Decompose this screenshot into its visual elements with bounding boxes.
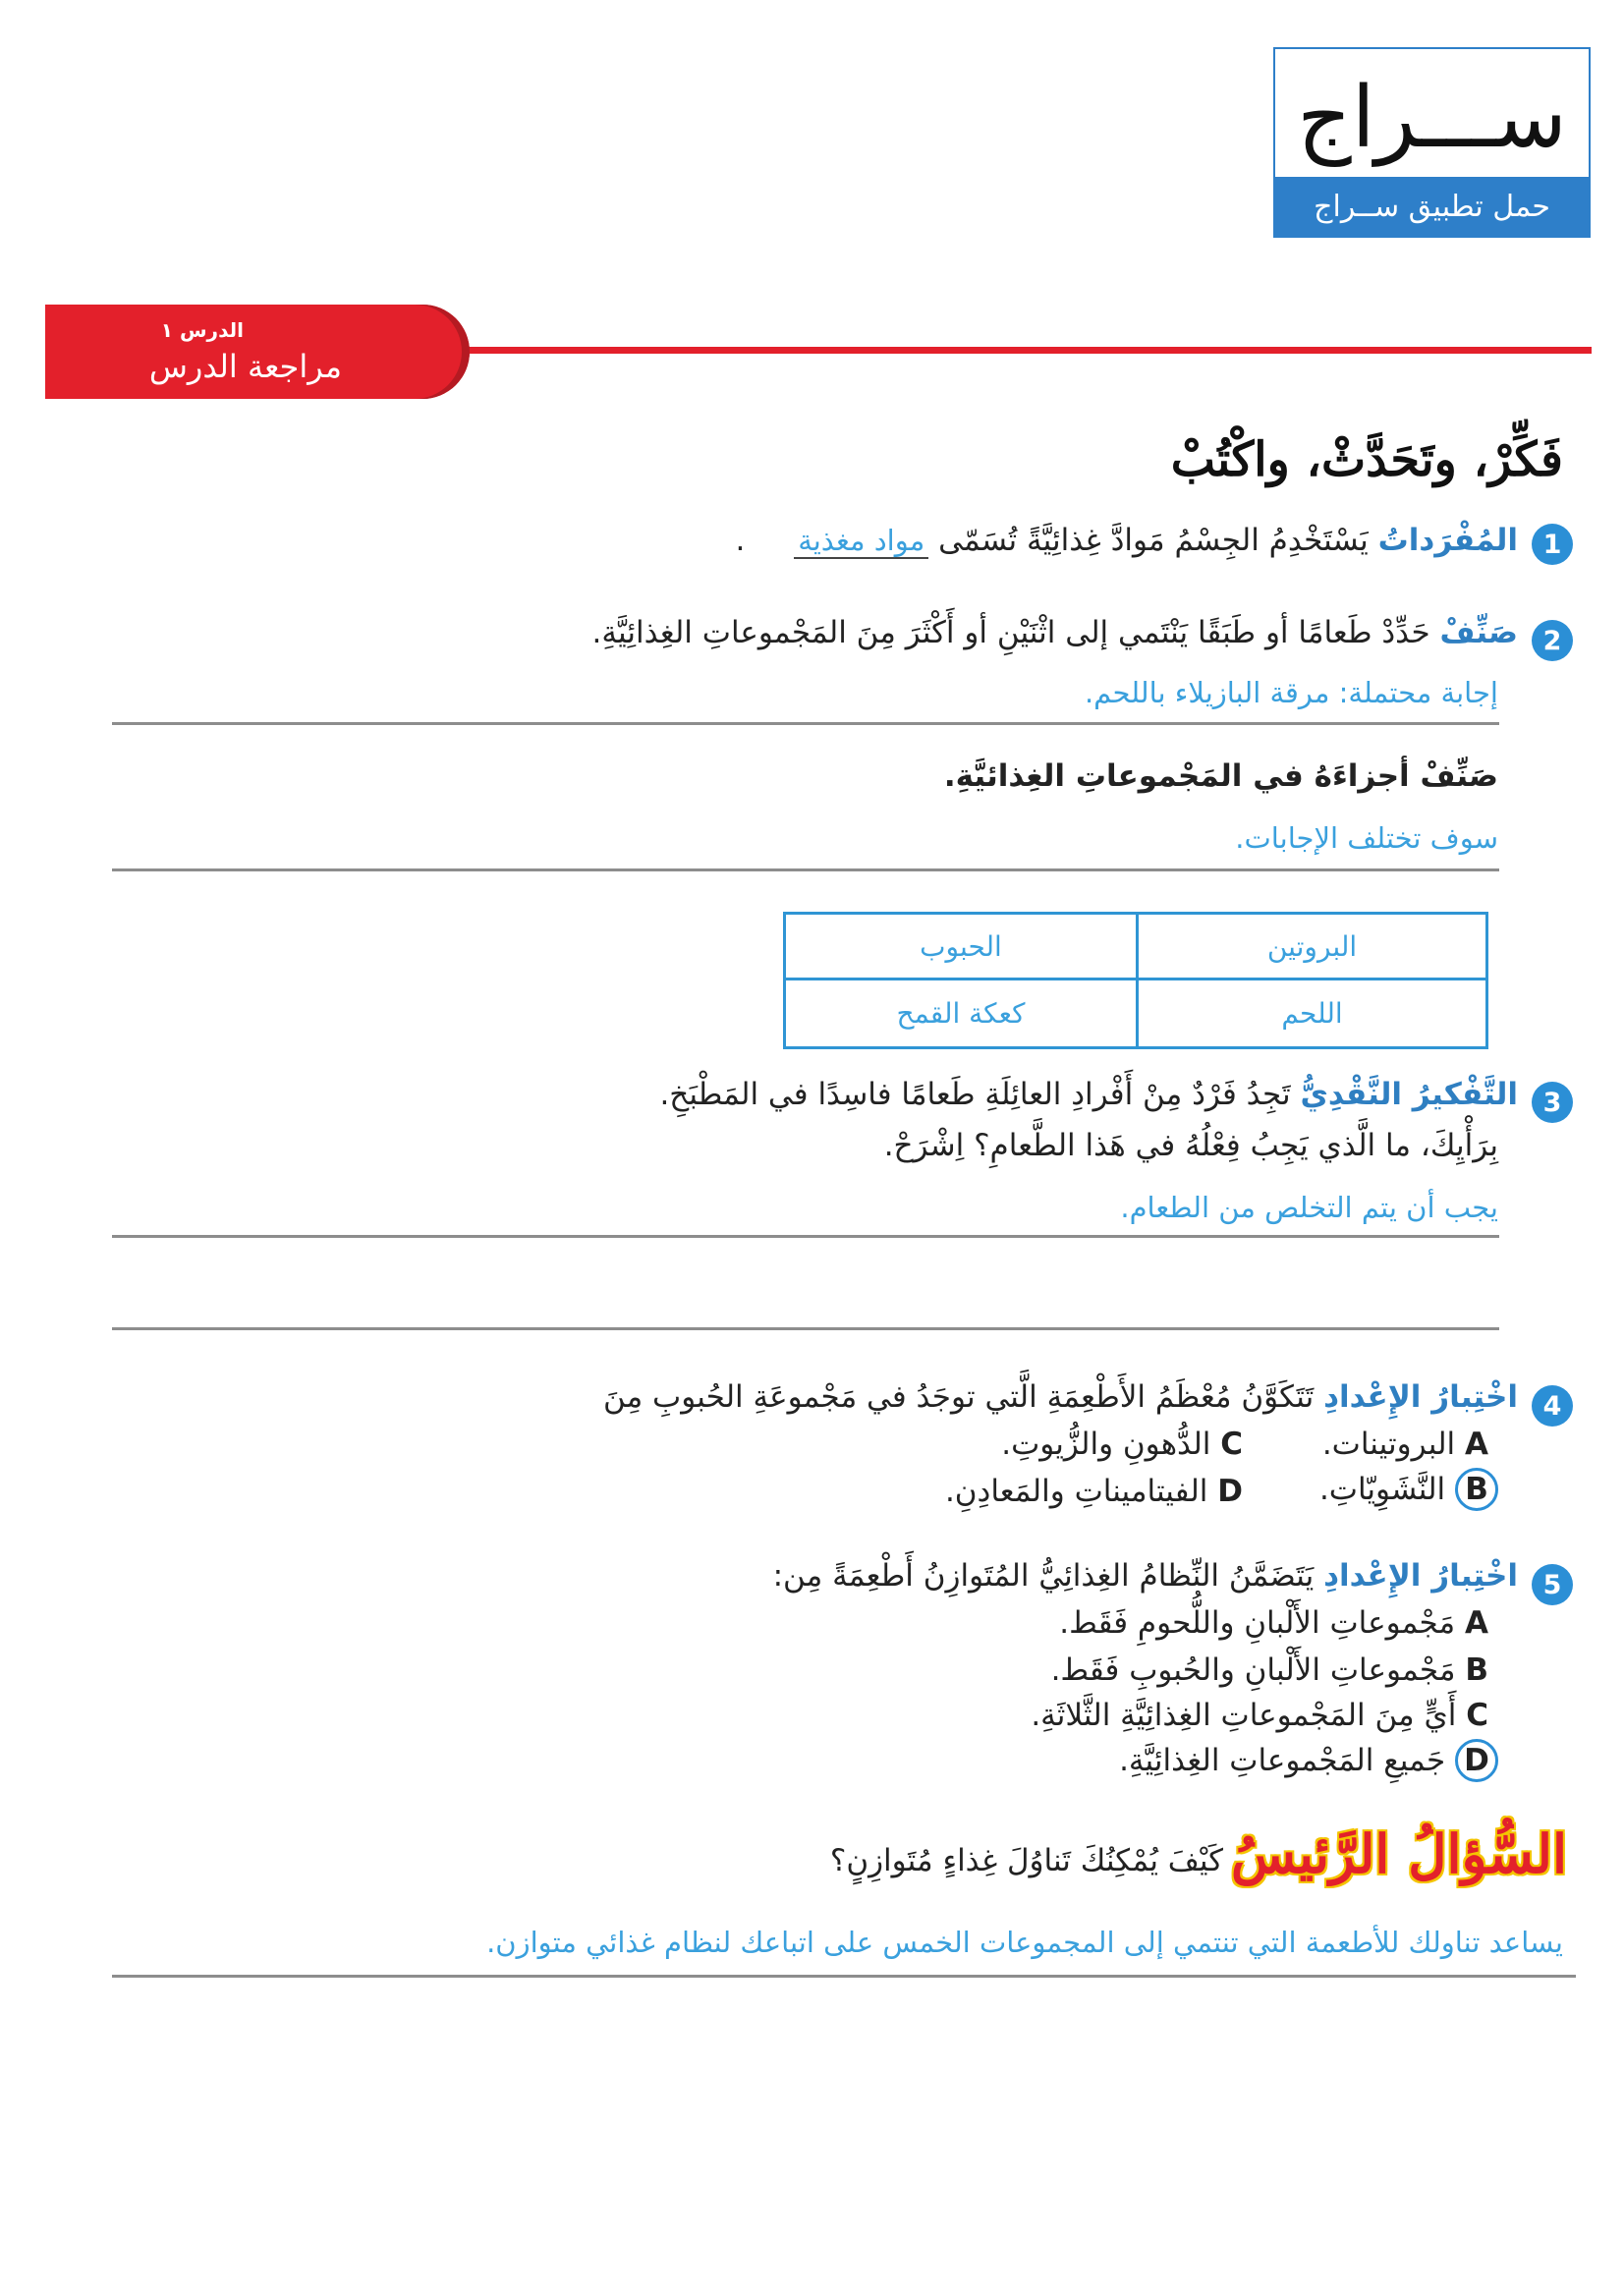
q5-text: يَتَضَمَّنُ النِّظامُ الغِذائِيُّ المُتَوازِنُ أَطْعِمَةً مِن: bbox=[772, 1558, 1315, 1594]
question-number-1: 1 bbox=[1532, 524, 1573, 565]
q4-option-b-selected[interactable] bbox=[1319, 1468, 1498, 1511]
q2-answer: إجابة محتملة: مرقة البازيلاء باللحم. bbox=[1084, 676, 1498, 709]
q1-answer: مواد مغذية bbox=[794, 524, 928, 559]
selected-answer-circle: D bbox=[1455, 1739, 1498, 1782]
q5-option-a[interactable] bbox=[1059, 1605, 1488, 1641]
question-5 bbox=[773, 1558, 1518, 1594]
q4-option-c[interactable] bbox=[1001, 1427, 1243, 1462]
q4-option-d[interactable] bbox=[945, 1474, 1243, 1509]
page-heading: فَكِّرْ، وتَحَدَّثْ، واكْتُبْ bbox=[1170, 432, 1563, 487]
logo-tagline: حمل تطبيق ســراج bbox=[1275, 177, 1589, 236]
lesson-banner bbox=[45, 305, 470, 399]
q5-keyword: اخْتِبارُ الإِعْدادِ bbox=[1323, 1558, 1518, 1594]
question-number-2: 2 bbox=[1532, 620, 1573, 661]
q1-keyword: المُفْرَداتُ bbox=[1377, 523, 1518, 558]
option-letter: C bbox=[1466, 1698, 1488, 1733]
question-number-5: 5 bbox=[1532, 1564, 1573, 1605]
option-letter: A bbox=[1465, 1427, 1488, 1462]
option-text: البروتينات. bbox=[1321, 1427, 1456, 1462]
option-text: مَجْموعاتِ الأَلْبانِ واللُّحومِ فَقَط. bbox=[1059, 1605, 1456, 1641]
answer-line bbox=[112, 1975, 1576, 1978]
q4-keyword: اخْتِبارُ الإِعْدادِ bbox=[1323, 1379, 1518, 1415]
big-question-text: كَيْفَ يُمْكِنُكَ تَناوُلَ غِذاءٍ مُتَوازِنٍ؟ bbox=[829, 1843, 1223, 1878]
big-question-answer: يساعد تناولك للأطعمة التي تنتمي إلى المجموعات الخمس على اتباعك لنظام غذائي متوازن. bbox=[486, 1926, 1563, 1959]
option-text: الفيتاميناتِ والمَعادِنِ. bbox=[944, 1474, 1208, 1509]
option-letter: B bbox=[1465, 1652, 1488, 1688]
question-number-4: 4 bbox=[1532, 1385, 1573, 1427]
question-2 bbox=[592, 615, 1518, 650]
option-text: مَجْموعاتِ الأَلْبانِ والحُبوبِ فَقَط. bbox=[1050, 1652, 1456, 1688]
question-1 bbox=[735, 523, 1518, 558]
option-text: الدُّهونِ والزُّيوتِ. bbox=[1001, 1427, 1211, 1462]
option-letter: C bbox=[1220, 1427, 1243, 1462]
food-groups-table bbox=[783, 912, 1488, 1049]
answer-line bbox=[112, 868, 1499, 871]
q1-end: . bbox=[735, 523, 746, 558]
q3-keyword: التَّفْكيرُ النَّقْدِيُّ bbox=[1300, 1077, 1518, 1112]
q2-classify: صَنِّفْ أجزاءَهُ في المَجْموعاتِ الغِذائيَّةِ. bbox=[943, 758, 1498, 794]
lesson-number: الدرس ١ bbox=[160, 318, 244, 342]
option-text: جَميعِ المَجْموعاتِ الغِذائِيَّةِ. bbox=[1119, 1743, 1446, 1778]
q2-classify-answer: سوف تختلف الإجابات. bbox=[1235, 821, 1498, 855]
q1-text: يَسْتَخْدِمُ الجِسْمُ مَوادَّ غِذائِيَّةً تُسَمّى bbox=[938, 523, 1369, 558]
answer-line bbox=[112, 1235, 1499, 1238]
table-cell-wheat-cake: كعكة القمح bbox=[896, 997, 1026, 1030]
q3-text-1: تَجِدُ فَرْدٌ مِنْ أَفْرادِ العائِلَةِ طَعامًا فاسِدًا في المَطْبَخِ. bbox=[659, 1077, 1291, 1112]
question-3-line-2: بِرَأْيِكَ، ما الَّذي يَجِبُ فِعْلُهُ في هَذا الطَّعامِ؟ اِشْرَحْ. bbox=[883, 1128, 1498, 1163]
option-letter: A bbox=[1465, 1605, 1488, 1641]
banner-rule bbox=[452, 347, 1592, 354]
q2-keyword: صَنِّفْ bbox=[1439, 615, 1518, 650]
answer-line bbox=[112, 722, 1499, 725]
q5-option-c[interactable] bbox=[1031, 1698, 1488, 1733]
question-4 bbox=[603, 1379, 1518, 1415]
option-letter: D bbox=[1217, 1474, 1243, 1509]
big-question-label: السُّؤالُ الرَّئيسُ bbox=[1231, 1822, 1567, 1885]
answer-line bbox=[112, 1327, 1499, 1330]
siraj-logo bbox=[1273, 47, 1591, 238]
lesson-review-title: مراجعة الدرس bbox=[148, 348, 342, 385]
selected-answer-circle: B bbox=[1455, 1468, 1498, 1511]
q5-option-d-selected[interactable] bbox=[1119, 1739, 1498, 1782]
table-cell-meat: اللحم bbox=[1136, 980, 1485, 1046]
logo-wordmark: ســـراج bbox=[1297, 69, 1567, 167]
q5-option-b[interactable] bbox=[1051, 1652, 1488, 1688]
q4-option-a[interactable] bbox=[1322, 1427, 1488, 1462]
q2-text: حَدِّدْ طَعامًا أو طَبَقًا يَنْتَمي إلى اثْنَيْنِ أو أَكْثَرَ مِنَ المَجْموعاتِ الغِذائِيَّةِ. bbox=[591, 615, 1430, 650]
table-header-grains: الحبوب bbox=[786, 915, 1136, 980]
table-header-protein: البروتين bbox=[1136, 915, 1485, 980]
question-number-3: 3 bbox=[1532, 1082, 1573, 1123]
option-text: النَّشَوِيّاتِ. bbox=[1318, 1472, 1446, 1507]
question-3-line-1 bbox=[659, 1077, 1518, 1112]
q4-text: تَتَكَوَّنُ مُعْظَمُ الأَطْعِمَةِ الَّتي توجَدُ في مَجْموعَةِ الحُبوبِ مِنَ bbox=[602, 1379, 1315, 1415]
q3-answer: يجب أن يتم التخلص من الطعام. bbox=[1120, 1191, 1498, 1224]
option-text: أَيٍّ مِنَ المَجْموعاتِ الغِذائِيَّةِ الثَّلاثَةِ. bbox=[1031, 1698, 1457, 1733]
